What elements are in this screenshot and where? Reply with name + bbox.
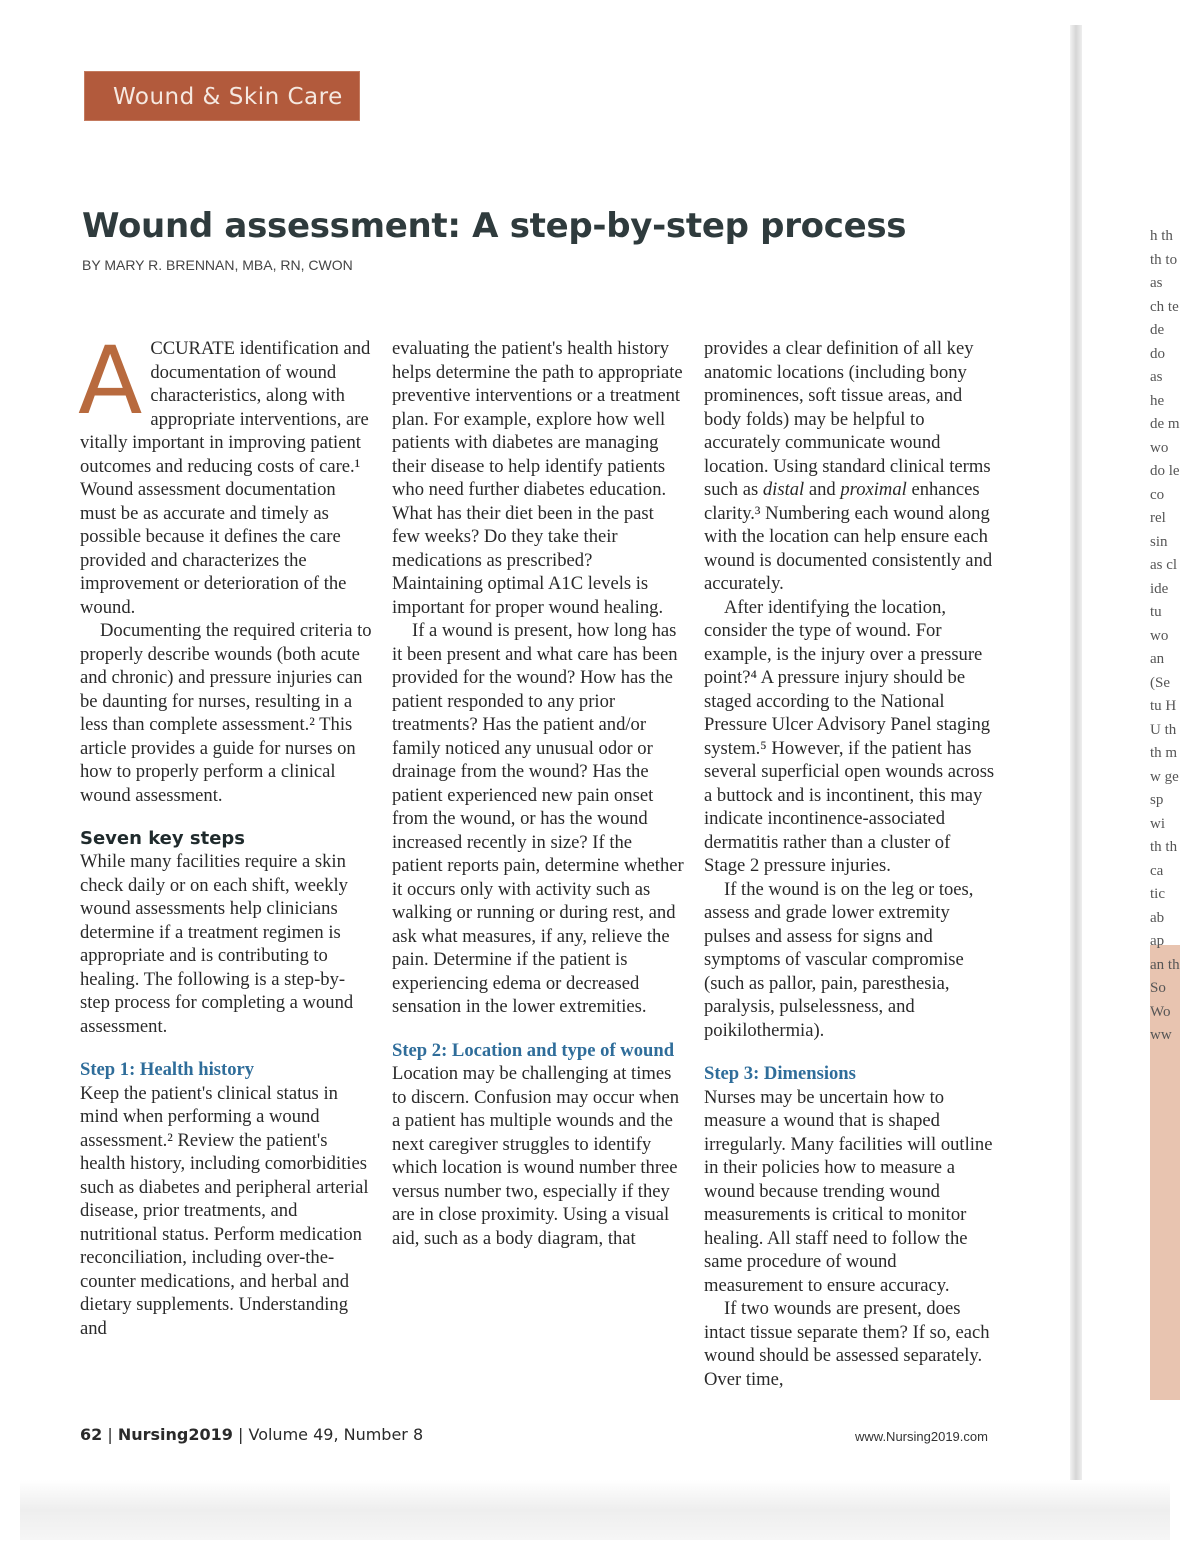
column-1 [78, 327, 372, 1340]
paragraph: Documenting the required criteria to properly describe wounds (both acute and chronic) and pressure injuries can be daunting for nurses, resulting in a less than complete assessment.² This article provides a guide for nurses on how to properly perform a clinical wound assessment. [80, 620, 372, 806]
paragraph: evaluating the patient's health history helps determine the path to appropriate preventive interventions or a treatment plan. For example, explore how well patients with diabetes are managing their disease to help identify patients who need further diabetes education. What has their diet been in the past few weeks? Do they take their medications as prescribed? Maintaining optimal A1C levels is important for proper wound healing. [392, 338, 683, 618]
drop-cap: A [78, 327, 143, 436]
paragraph: provides a clear definition of all key anatomic locations (including bony prominences, soft tissue areas, and body folds) may be helpful to accurately communicate wound location. Using standard clinical terms such as distal and proximal enhances clarity.³ Numbering each wound along with the location can help ensure each wound is documented consistently and accurately. [704, 338, 993, 594]
step-1-heading: Step 1: Health history [80, 1059, 255, 1080]
footer-url: www.Nursing2019.com [855, 1429, 988, 1444]
paragraph: While many facilities require a skin check daily or on each shift, weekly wound assessments help clinicians determine if a treatment regimen is appropriate and is contributing to healing. The following is a step-by-step process for completing a wound assessment. [80, 851, 354, 1037]
page-number: 62 [80, 1425, 103, 1444]
page-footer [80, 1425, 423, 1444]
section-tag: Wound & Skin Care [84, 71, 360, 121]
paragraph: If the wound is on the leg or toes, assess and grade lower extremity pulses and assess for signs and symptoms of vascular compromise (such as pallor, pain, paresthesia, paralysis, pulselessness, and poikilothermia). [704, 878, 974, 1041]
section-heading-seven-key-steps: Seven key steps [80, 828, 246, 849]
article-title: Wound assessment: A step-by-step process [82, 206, 907, 246]
magazine-name: Nursing2019 [117, 1425, 233, 1444]
paragraph: After identifying the location, consider the type of wound. For example, is the injury over a pressure point?⁴ A pressure injury should be staged according to the National Pressure Ulcer Advisory Panel staging system.⁵ However, if the patient has several superficial open wounds across a buttock and is incontinent, this may indicate incontinence-associated dermatitis rather than a cluster of Stage 2 pressure injuries. [704, 596, 995, 876]
paragraph: Keep the patient's clinical status in mind when performing a wound assessment.² Review the patient's health history, including comorbidities such as diabetes and peripheral arterial disease, prior treatments, and nutritional status. Perform medication reconciliation, including over-the-counter medications, and herbal and dietary supplements. Understanding and [80, 1082, 369, 1339]
paragraph: If a wound is present, how long has it been present and what care has been provided for the wound? How has the patient responded to any prior treatments? Has the patient and/or family noticed any unusual odor or drainage from the wound? Has the patient experienced new pain onset from the wound, or has the wound increased recently in size? If the patient reports pain, determine whether it occurs only with activity such as walking or running or during rest, and ask what measures, if any, relieve the pain. Determine if the patient is experiencing edema or decreased sensation in the lower extremities. [392, 620, 684, 1017]
column-2 [392, 337, 684, 1250]
volume-info: Volume 49, Number 8 [248, 1425, 424, 1444]
footer-separator: | [238, 1425, 244, 1444]
column-3 [704, 337, 996, 1391]
page-gutter-shadow [1070, 25, 1082, 1525]
byline: BY MARY R. BRENNAN, MBA, RN, CWON [82, 257, 353, 273]
intro-paragraph: ACCURATE identification and documentation of wound characteristics, along with appropriate interventions, are vitally important in improving patient outcomes and reducing costs of care.¹ Wound assessment documentation must be as accurate and timely as possible because it defines the care provided and characterizes the improvement or deterioration of the wound. [78, 327, 371, 618]
footer-separator: | [107, 1425, 113, 1444]
paragraph: Nurses may be uncertain how to measure a wound that is shaped irregularly. Many facilities will outline in their policies how to measure a wound because trending wound measurements is critical to monitor healing. All staff need to follow the same procedure of wound measurement to ensure accuracy. [704, 1086, 993, 1296]
paragraph: Location may be challenging at times to discern. Confusion may occur when a patient has multiple wounds and the next caregiver struggles to identify which location is wound number three versus number two, especially if they are in close proximity. Using a visual aid, such as a body diagram, that [392, 1063, 680, 1249]
step-2-heading: Step 2: Location and type of wound [392, 1039, 675, 1061]
scan-bottom-shadow [20, 1480, 1170, 1540]
step-3-heading: Step 3: Dimensions [704, 1063, 856, 1084]
next-page-edge-text: h th th to as ch te de do as he de m wo do le co rel sin as cl ide tu wo an (Se tu H U th th m w ge sp wi th th ca tic ab ap an th So Wo ww [1150, 228, 1180, 1043]
paragraph: If two wounds are present, does intact tissue separate them? If so, each wound should be assessed separately. Over time, [704, 1298, 990, 1390]
